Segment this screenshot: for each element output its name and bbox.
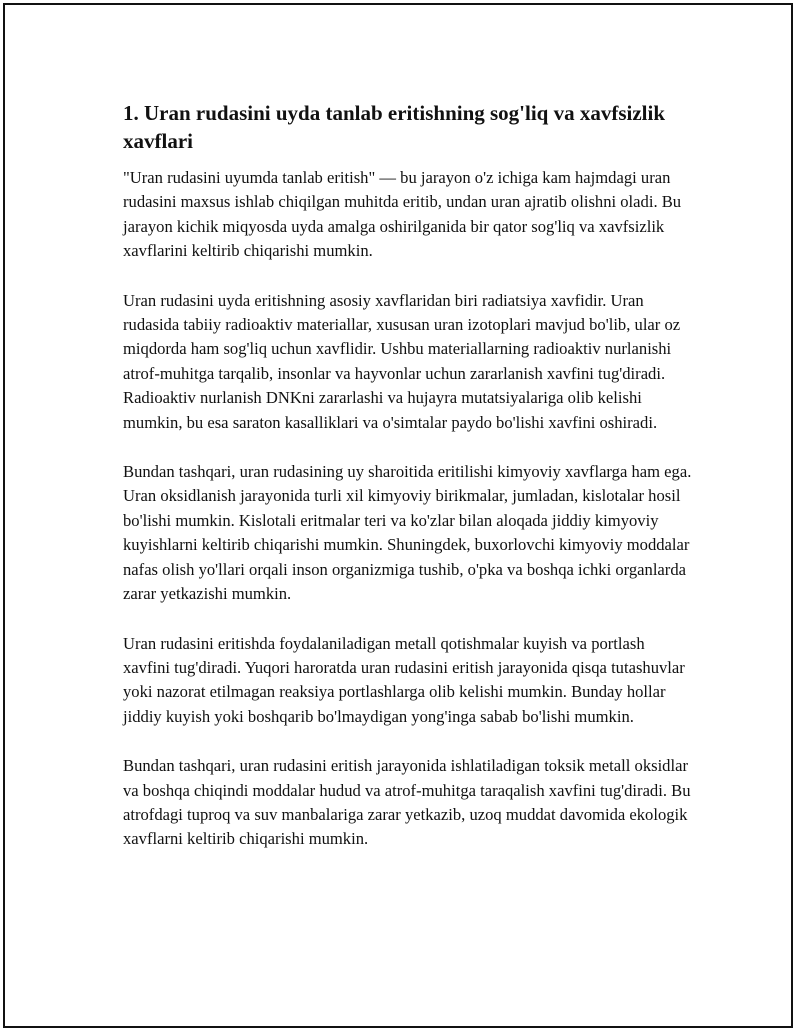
- paragraph-explosion-risk: Uran rudasini eritishda foydalaniladigan metall qotishmalar kuyish va portlash xavfini tug'diradi. Yuqori haroratda uran rudasini eritish jarayonida qisqa tutashuvlar yoki nazorat etilmagan reaksiya portlashlarga olib kelishi mumkin. Bunday hollar jiddiy kuyish yoki boshqarib bo'lmaydigan yong'inga sabab bo'lishi mumkin.: [123, 633, 685, 726]
- paragraph-environmental-risk: Bundan tashqari, uran rudasini eritish jarayonida ishlatiladigan toksik metall oksidlar va boshqa chiqindi moddalar hudud va atrof-muhitga taraqalish xavfini tug'diradi. Bu atrofdagi tuproq va suv manbalariga zarar yetkazib, uzoq muddat davomida ekologik xavflarni keltirib chiqarishi mumkin.: [123, 756, 691, 849]
- section-heading: 1. Uran rudasini uyda tanlab eritishning sog'liq va xavfsizlik xavflari: [123, 101, 666, 153]
- document-body: [123, 99, 693, 877]
- page-frame: [3, 3, 793, 1028]
- paragraph-chemical-risk: Bundan tashqari, uran rudasining uy sharoitida eritilishi kimyoviy xavflarga ham ega. Uran oksidlanish jarayonida turli xil kimyoviy birikmalar, jumladan, kislotalar hosil bo'lishi mumkin. Kislotali eritmalar teri va ko'zlar bilan aloqada jiddiy kimyoviy kuyishlarni keltirib chiqarishi mumkin. Shuningdek, buxorlovchi kimyoviy moddalar nafas olish yo'llari orqali inson organizmiga tushib, o'pka va boshqa ichki organlarda zarar yetkazishi mumkin.: [123, 462, 692, 604]
- paragraph-intro: "Uran rudasini uyumda tanlab eritish" — bu jarayon o'z ichiga kam hajmdagi uran rudasini maxsus ishlab chiqilgan muhitda eritib, undan uran ajratib olishni oladi. Bu jarayon kichik miqyosda uyda amalga oshirilganida bir qator sog'liq va xavfsizlik xavflarini keltirib chiqarishi mumkin.: [123, 168, 682, 261]
- paragraph-radiation-risk: Uran rudasini uyda eritishning asosiy xavflaridan biri radiatsiya xavfidir. Uran rudasida tabiiy radioaktiv materiallar, xususan uran izotoplari mavjud bo'lib, ular oz miqdorda ham sog'liq uchun xavflidir. Ushbu materiallarning radioaktiv nurlanishi atrof-muhitga tarqalib, insonlar va hayvonlar uchun zararlanish xavfini tug'diradi. Radioaktiv nurlanish DNKni zararlashi va hujayra mutatsiyalariga olib kelishi mumkin, bu esa saraton kasalliklari va o'simtalar paydo bo'lishi xavfini oshiradi.: [123, 290, 681, 432]
